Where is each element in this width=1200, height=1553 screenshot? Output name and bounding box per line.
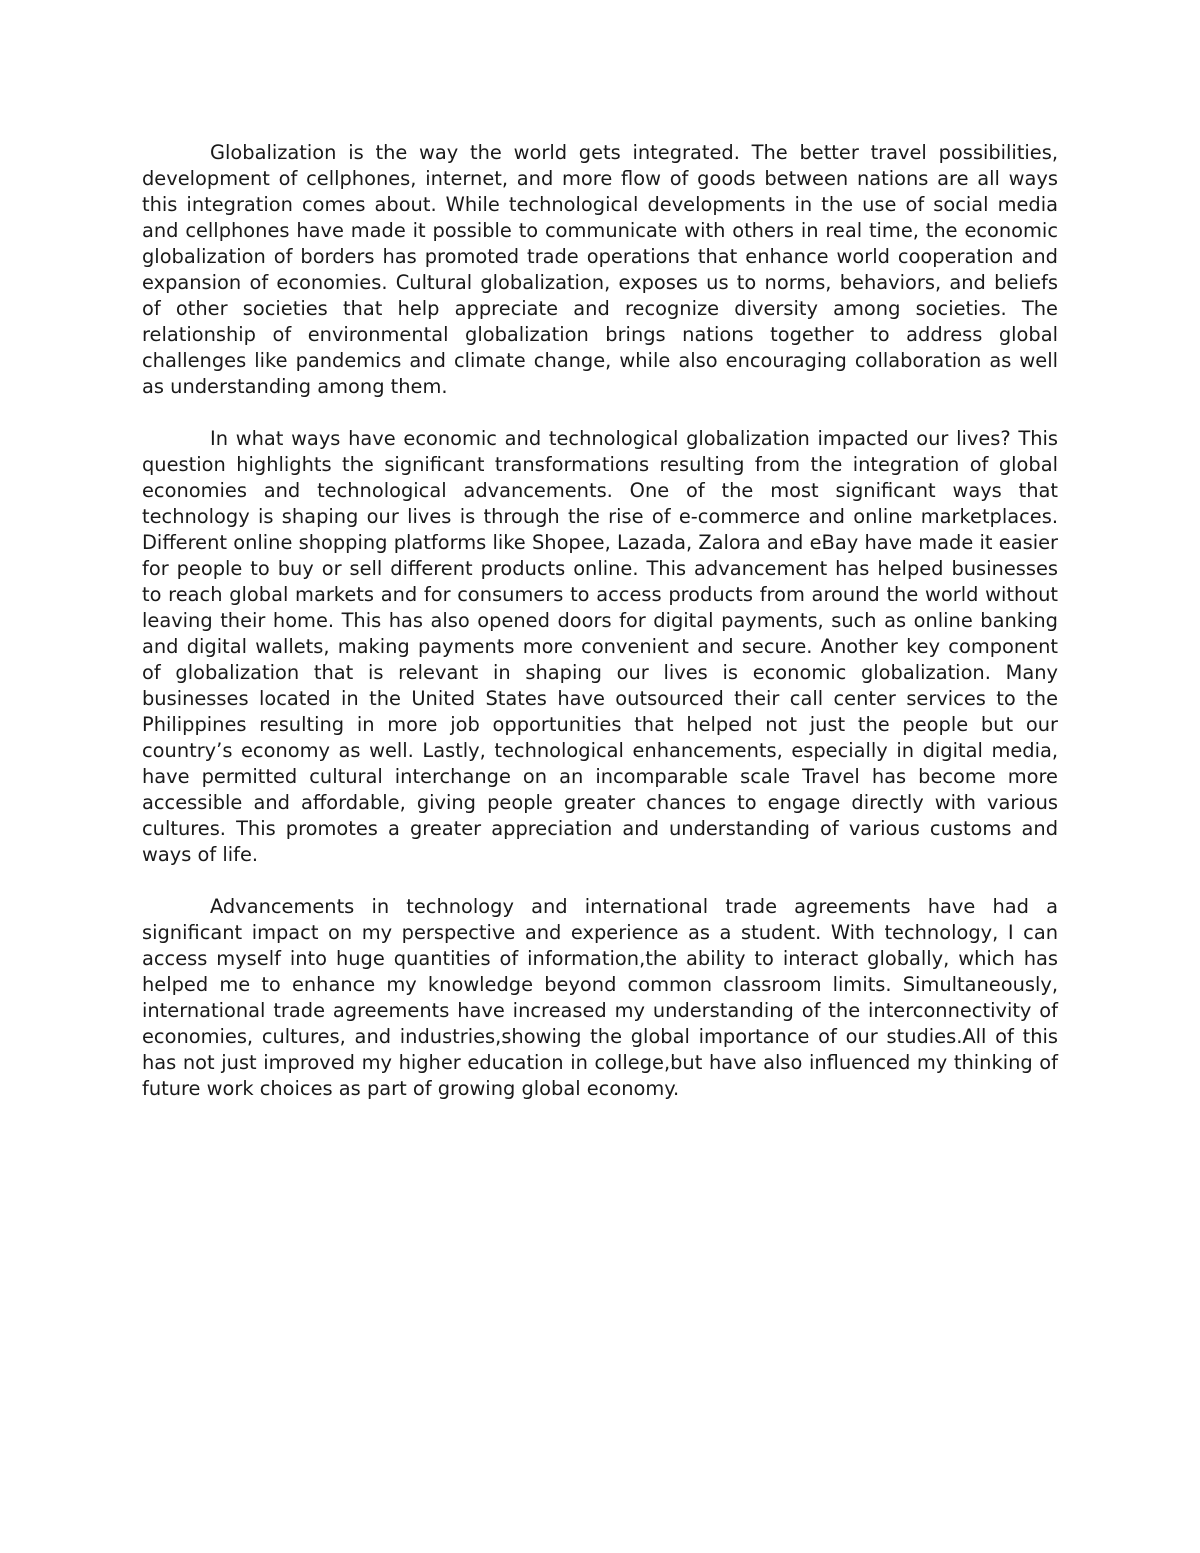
document-body (142, 140, 1058, 1128)
paragraph-1: Globalization is the way the world gets integrated. The better travel possibilities, development of cellphones, internet, and more flow of goods between nations are all ways this integration comes about. While technological developments in the use of social media and cellphones have made it possible to communicate with others in real time, the economic globalization of borders has promoted trade operations that enhance world cooperation and expansion of economies. Cultural globalization, exposes us to norms, behaviors, and beliefs of other societies that help appreciate and recognize diversity among societies. The relationship of environmental globalization brings nations together to address global challenges like pandemics and climate change, while also encouraging collaboration as well as understanding among them. (142, 141, 1058, 398)
paragraph-3: Advancements in technology and international trade agreements have had a significant impact on my perspective and experience as a student. With technology, I can access myself into huge quantities of information,the ability to interact globally, which has helped me to enhance my knowledge beyond common classroom limits. Simultaneously, international trade agreements have increased my understanding of the interconnectivity of economies, cultures, and industries,showing the global importance of our studies.All of this has not just improved my higher education in college,but have also influenced my thinking of future work choices as part of growing global economy. (142, 895, 1058, 1100)
paragraph-2: In what ways have economic and technological globalization impacted our lives? This question highlights the significant transformations resulting from the integration of global economies and technological advancements. One of the most significant ways that technology is shaping our lives is through the rise of e-commerce and online marketplaces. Different online shopping platforms like Shopee, Lazada, Zalora and eBay have made it easier for people to buy or sell different products online. This advancement has helped businesses to reach global markets and for consumers to access products from around the world without leaving their home. This has also opened doors for digital payments, such as online banking and digital wallets, making payments more convenient and secure. Another key component of globalization that is relevant in shaping our lives is economic globalization. Many businesses located in the United States have outsourced their call center services to the Philippines resulting in more job opportunities that helped not just the people but our country’s economy as well. Lastly, technological enhancements, especially in digital media, have permitted cultural interchange on an incomparable scale Travel has become more accessible and affordable, giving people greater chances to engage directly with various cultures. This promotes a greater appreciation and understanding of various customs and ways of life. (142, 427, 1058, 866)
